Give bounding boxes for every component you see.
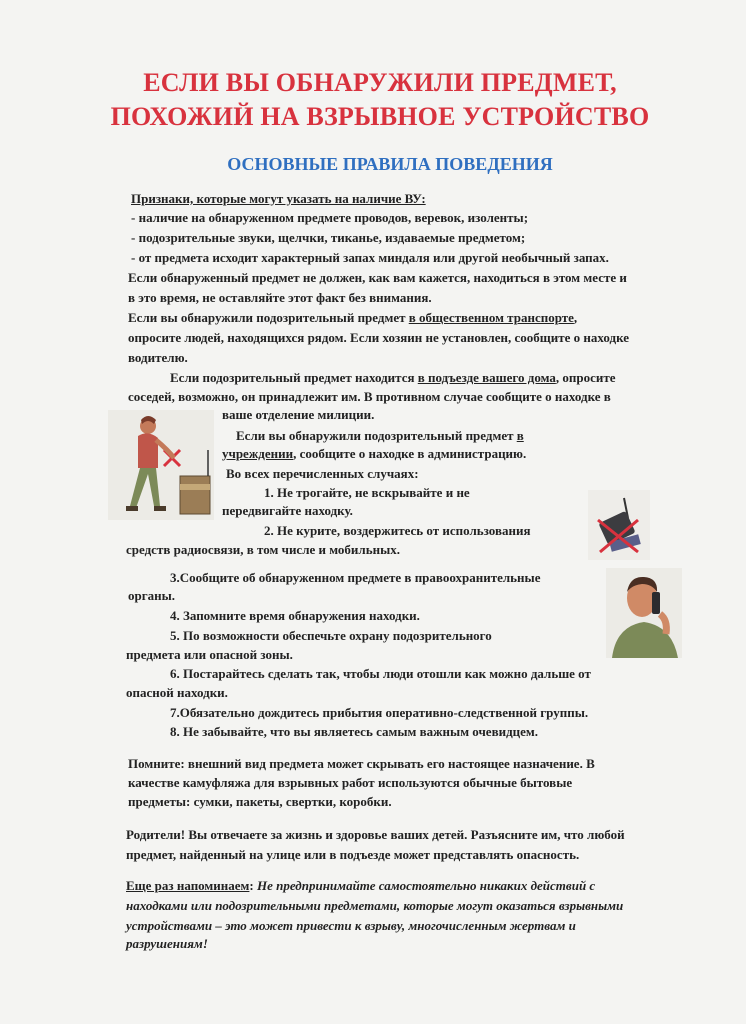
all-cases: Во всех перечисленных случаях: xyxy=(226,466,419,481)
reminder-line-1 xyxy=(126,877,595,894)
suspicious-box-icon xyxy=(180,476,210,514)
rule-7: 7.Обязательно дождитесь прибытия оперативно-следственной группы. xyxy=(170,705,589,720)
man-on-phone-illustration xyxy=(606,568,682,658)
rule-6-line-2: опасной находки. xyxy=(126,685,228,700)
rule-1-line-2: передвигайте находку. xyxy=(222,503,353,518)
reminder-line-3: устройствами – это может привести к взрыву, многочисленным жертвам и xyxy=(126,918,576,933)
para-2-line-2: опросите людей, находящихся рядом. Если хозяин не установлен, сообщите о находке xyxy=(128,330,630,345)
para-2-text: Если вы обнаружили подозрительный предмет xyxy=(128,310,409,325)
rule-8: 8. Не забывайте, что вы являетесь самым важным очевидцем. xyxy=(170,724,539,739)
para-2-comma: , xyxy=(573,310,578,325)
para-3-line-3: ваше отделение милиции. xyxy=(222,407,375,422)
rule-2-line-2: средств радиосвязи, в том числе и мобильных. xyxy=(126,542,400,557)
para-2-underline: в общественном транспорте xyxy=(408,310,574,325)
reminder-line-2: находками или подозрительными предметами, которые могут оказаться взрывными xyxy=(126,898,624,913)
sign-item-2: - подозрительные звуки, щелчки, тиканье, издаваемые предметом; xyxy=(131,230,526,245)
no-mobile-phone-illustration xyxy=(588,490,650,560)
sign-item-1: - наличие на обнаруженном предмете проводов, веревок, изоленты; xyxy=(131,210,529,225)
para-4-line-1 xyxy=(236,427,524,444)
para-2-line-3: водителю. xyxy=(128,350,188,365)
para-4-underline-1: в xyxy=(516,428,524,443)
rule-1-line-1: 1. Не трогайте, не вскрывайте и не xyxy=(264,485,470,500)
rule-2-line-1: 2. Не курите, воздержитесь от использования xyxy=(264,523,531,538)
para-1-line-2: в это время, не оставляйте этот факт без внимания. xyxy=(128,290,432,305)
title-line-1: ЕСЛИ ВЫ ОБНАРУЖИЛИ ПРЕДМЕТ, xyxy=(143,68,617,97)
rule-4: 4. Запомните время обнаружения находки. xyxy=(170,608,420,623)
reminder-line-4: разрушениям! xyxy=(126,936,208,951)
rule-5-line-1: 5. По возможности обеспечьте охрану подозрительного xyxy=(170,628,492,643)
para-4-underline-2: учреждении xyxy=(222,446,294,461)
signs-heading: Признаки, которые могут указать на наличие ВУ: xyxy=(131,191,426,206)
parents-line-2: предмет, найденный на улице или в подъезде может представлять опасность. xyxy=(126,847,580,862)
rule-3-line-2: органы. xyxy=(128,588,176,603)
remember-line-1: Помните: внешний вид предмета может скрывать его настоящее назначение. В xyxy=(128,756,595,771)
para-4-text: Если вы обнаружили подозрительный предмет xyxy=(236,428,517,443)
para-4-tail: , сообщите о находке в администрацию. xyxy=(293,446,527,461)
reminder-colon: : xyxy=(249,878,254,893)
para-3-text: Если подозрительный предмет находится xyxy=(170,370,418,385)
para-1-line-1: Если обнаруженный предмет не должен, как вам кажется, находиться в этом месте и xyxy=(128,270,627,285)
reminder-label: Еще раз напоминаем xyxy=(126,878,250,893)
para-3-line-2: соседей, возможно, он принадлежит им. В противном случае сообщите о находке в xyxy=(128,389,611,404)
para-3-line-1 xyxy=(170,369,616,386)
rule-3-line-1: 3.Сообщите об обнаруженном предмете в правоохранительные xyxy=(170,570,541,585)
para-4-line-2 xyxy=(222,445,526,462)
sign-item-3: - от предмета исходит характерный запах миндаля или другой необычный запах. xyxy=(131,250,609,265)
para-3-underline: в подъезде вашего дома xyxy=(417,370,556,385)
phone-handset-icon xyxy=(652,592,660,614)
parents-line-1: Родители! Вы отвечаете за жизнь и здоровье ваших детей. Разъясните им, что любой xyxy=(126,827,625,842)
remember-line-2: качестве камуфляжа для взрывных работ используются обычные бытовые xyxy=(128,775,573,790)
rule-6-line-1: 6. Постарайтесь сделать так, чтобы люди отошли как можно дальше от xyxy=(170,666,591,681)
remember-line-3: предметы: сумки, пакеты, свертки, коробки. xyxy=(128,794,392,809)
page-subtitle: ОСНОВНЫЕ ПРАВИЛА ПОВЕДЕНИЯ xyxy=(227,154,553,174)
para-2-line-1 xyxy=(128,309,577,326)
page-title xyxy=(100,66,660,134)
woman-with-box-illustration xyxy=(108,410,214,520)
reminder-text-1: Не предпринимайте самостоятельно никаких действий с xyxy=(253,878,596,893)
title-line-2: ПОХОЖИЙ НА ВЗРЫВНОЕ УСТРОЙСТВО xyxy=(110,102,650,131)
para-3-tail: , опросите xyxy=(555,370,616,385)
rule-5-line-2: предмета или опасной зоны. xyxy=(126,647,293,662)
